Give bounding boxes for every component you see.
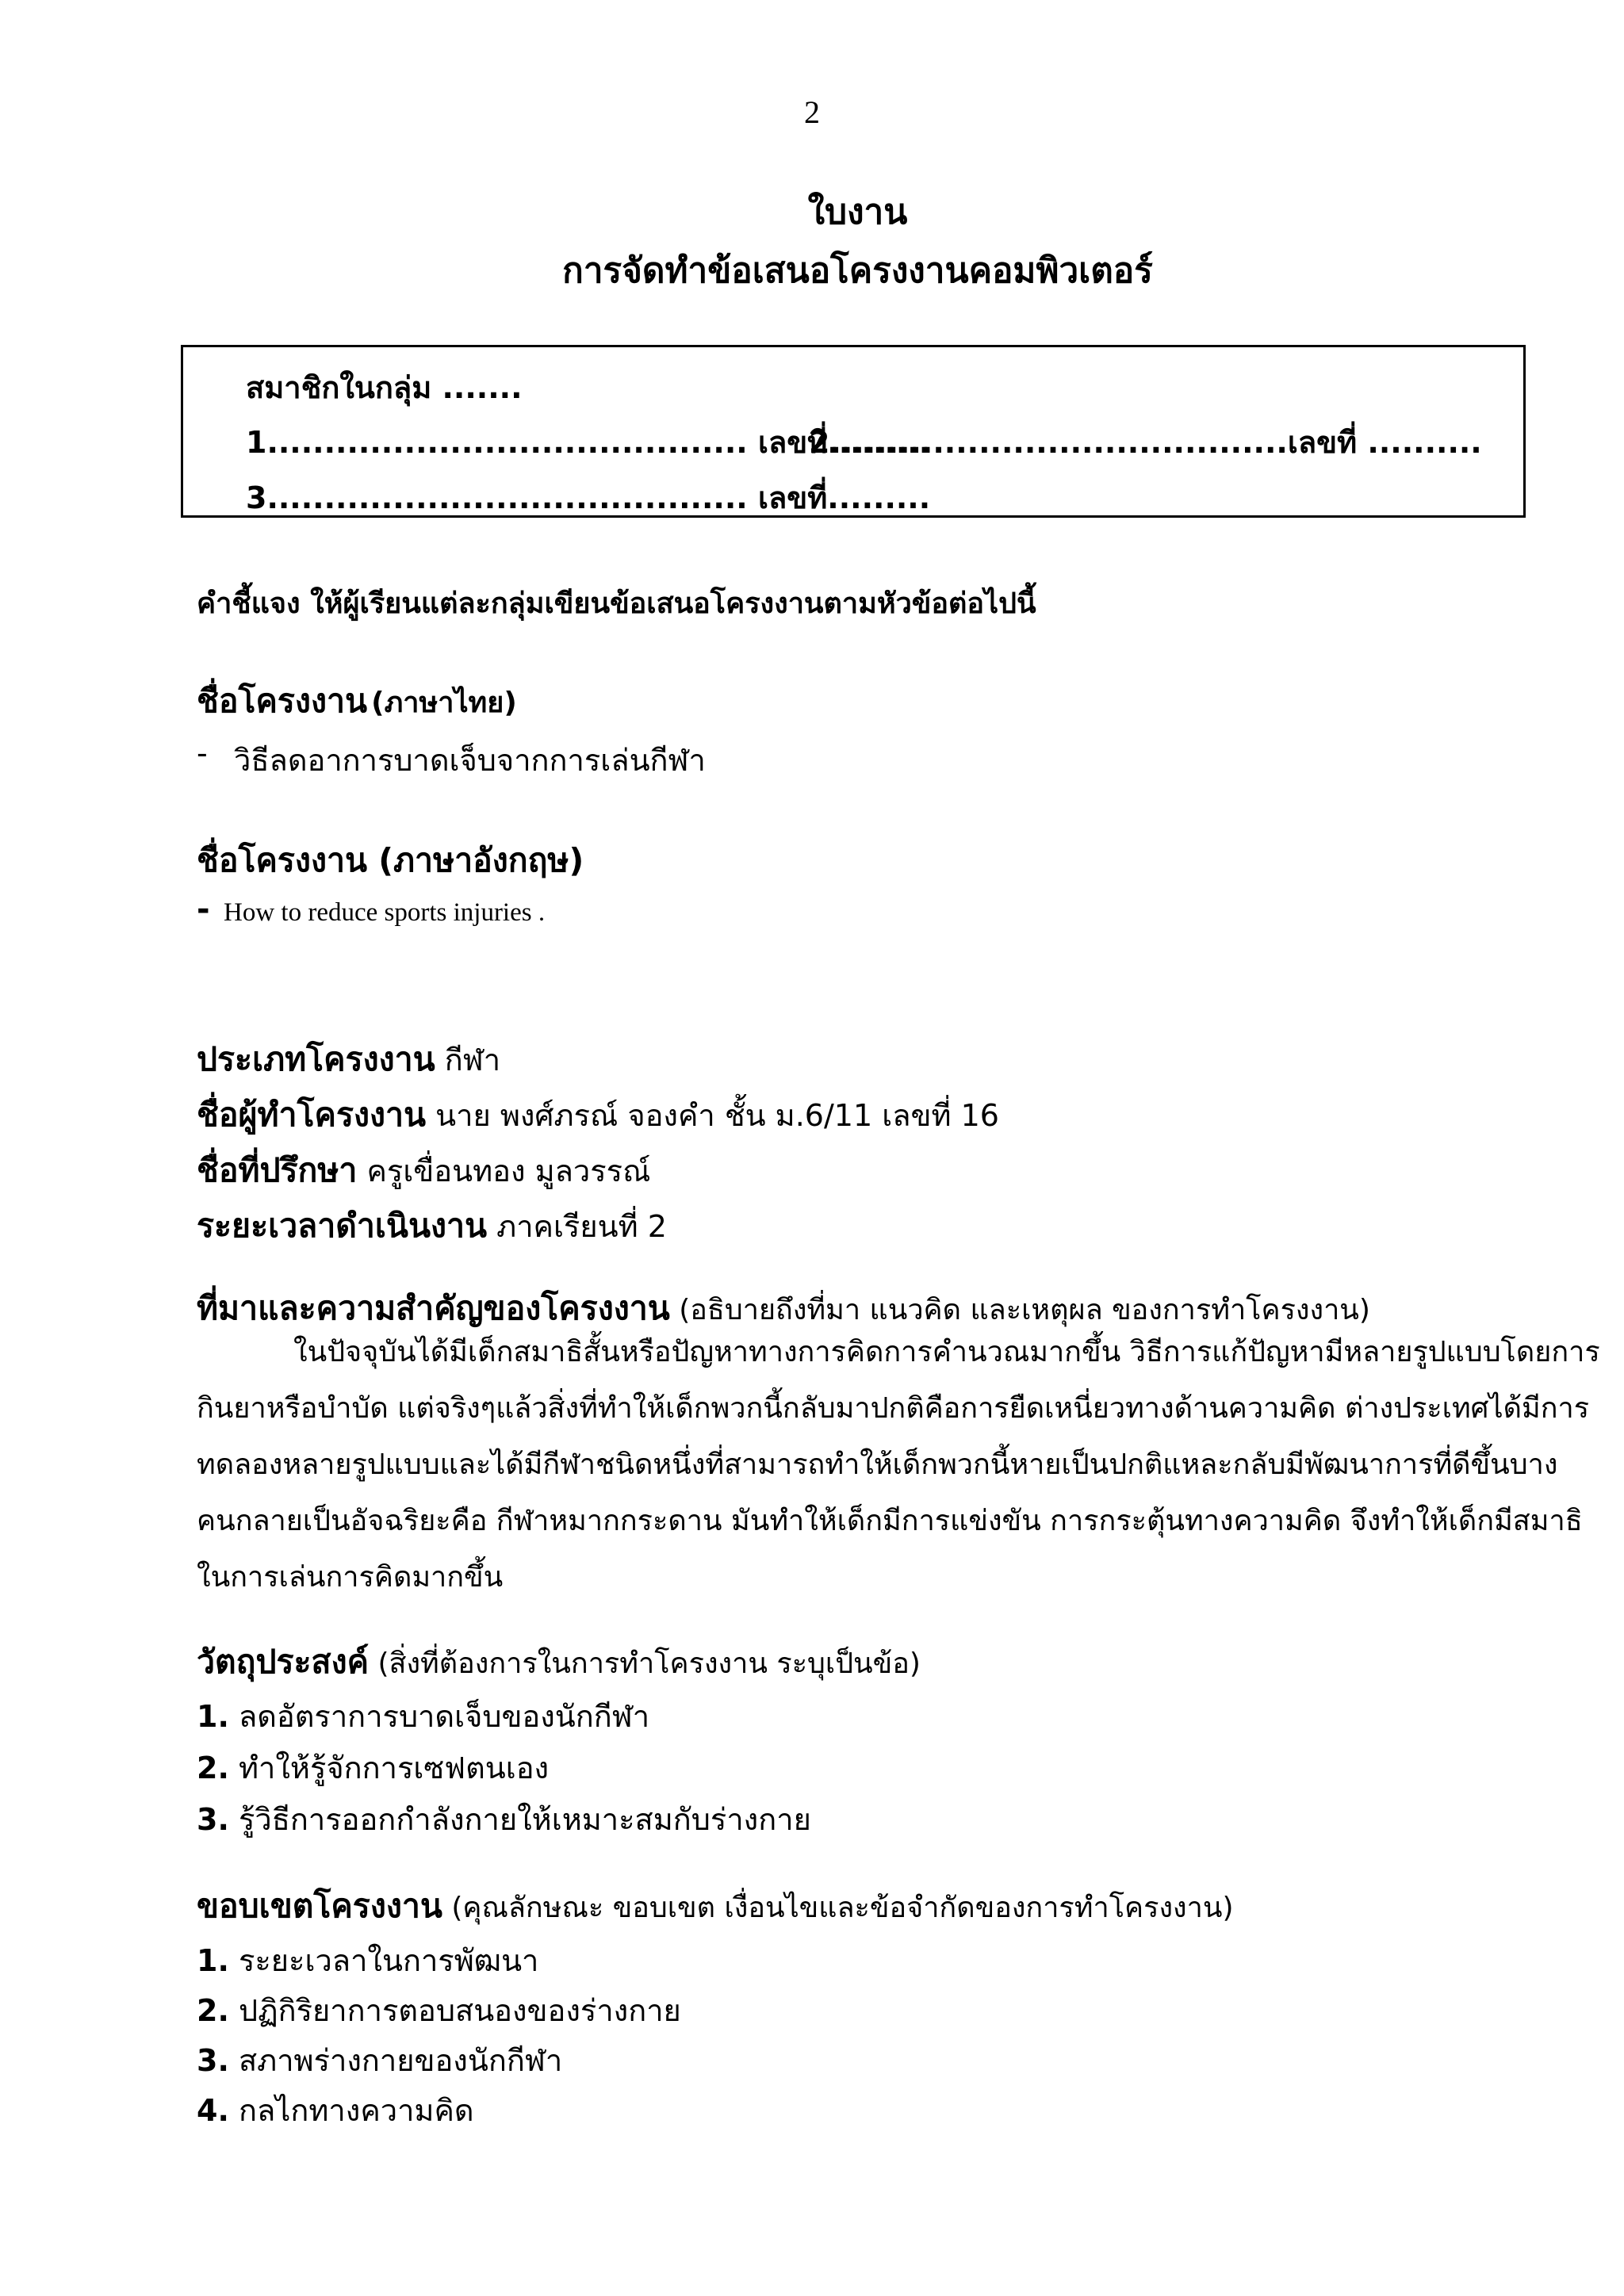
author-row <box>197 1089 999 1141</box>
scope-text: ปฏิกิริยาการตอบสนองของร่างกาย <box>228 1993 681 2028</box>
objectives-paren: (สิ่งที่ต้องการในการทำโครงงาน ระบุเป็นข้อ) <box>369 1647 921 1680</box>
project-type-row <box>197 1034 500 1085</box>
objective-item <box>197 1743 549 1792</box>
thai-name-heading-row <box>197 675 517 727</box>
scope-number: 2. <box>197 1993 229 2028</box>
background-line-4: คนกลายเป็นอัจฉริยะคือ กีฬาหมากกระดาน มันทำให้เด็กมีการแข่งขัน การกระตุ้นทางความคิด จึงทำให้เด็กมีสมาธิ <box>197 1505 1583 1537</box>
author-label: ชื่อผู้ทำโครงงาน <box>197 1096 427 1134</box>
scope-item <box>197 2036 562 2084</box>
scope-paren: (คุณลักษณะ ขอบเขต เงื่อนไขและข้อจำกัดของการทำโครงงาน) <box>442 1892 1234 1924</box>
thai-name-value: วิธีลดอาการบาดเจ็บจากการเล่นกีฬา <box>234 743 706 778</box>
objectives-heading-row <box>197 1636 921 1688</box>
background-heading: ที่มาและความสำคัญของโครงงาน <box>197 1289 670 1327</box>
author-value: นาย พงศ์ภรณ์ จองคำ ชั้น ม.6/11 เลขที่ 16 <box>426 1098 999 1133</box>
advisor-row <box>197 1145 650 1196</box>
member-3-field: 3.......................................... เลขที่......... <box>246 480 931 515</box>
project-type-value: กีฬา <box>435 1043 501 1077</box>
page-subtitle: การจัดทำข้อเสนอโครงงานคอมพิวเตอร์ <box>562 251 1153 291</box>
member-1-field: 1.......................................... เลขที่......... <box>246 425 931 460</box>
scope-heading-row <box>197 1881 1233 1932</box>
duration-row <box>197 1200 667 1252</box>
english-name-dash: - <box>197 891 210 928</box>
background-line-1: ในปัจจุบันได้มีเด็กสมาธิสั้นหรือปัญหาทางการคิดการคำนวณมากขึ้น วิธีการแก้ปัญหามีหลายรูปแบบโดยการ <box>293 1336 1600 1368</box>
objectives-heading: วัตถุประสงค์ <box>197 1643 370 1681</box>
background-line-3: ทดลองหลายรูปแบบและได้มีกีฬาชนิดหนึ่งที่สามารถทำให้เด็กพวกนี้หายเป็นปกติแหละกลับมีพัฒนาการที่ดีขึ้นบาง <box>197 1448 1558 1481</box>
scope-number: 4. <box>197 2093 229 2128</box>
advisor-value: ครูเขื่อนทอง มูลวรรณ์ <box>357 1154 651 1188</box>
objective-item <box>197 1692 649 1740</box>
advisor-label: ชื่อที่ปรึกษา <box>197 1151 358 1189</box>
instructions: คำชี้แจง ให้ผู้เรียนแต่ละกลุ่มเขียนข้อเสนอโครงงานตามหัวข้อต่อไปนี้ <box>197 587 1036 620</box>
page-title: ใบงาน <box>807 192 908 232</box>
member-2-field: 2........................................เลขที่ .......... <box>809 425 1482 460</box>
background-paren: (อธิบายถึงที่มา แนวคิด และเหตุผล ของการทำโครงงาน) <box>669 1294 1370 1326</box>
objective-item <box>197 1795 811 1843</box>
english-name-value: How to reduce sports injuries . <box>224 898 546 927</box>
scope-text: ระยะเวลาในการพัฒนา <box>228 1943 539 1978</box>
background-line-5: ในการเล่นการคิดมากขึ้น <box>197 1561 504 1594</box>
scope-number: 3. <box>197 2043 229 2078</box>
thai-name-heading: ชื่อโครงงาน <box>197 682 368 720</box>
duration-value: ภาคเรียนที่ 2 <box>487 1209 667 1244</box>
background-line-2: กินยาหรือบำบัด แต่จริงๆแล้วสิ่งที่ทำให้เด็กพวกนี้กลับมาปกติคือการยืดเหนี่ยวทางด้านความคิด ต่างประเทศได้มีการ <box>197 1392 1590 1425</box>
thai-name-paren: (ภาษาไทย) <box>371 687 517 719</box>
english-name-heading: ชื่อโครงงาน (ภาษาอังกฤษ) <box>197 841 584 879</box>
objective-number: 2. <box>197 1751 229 1785</box>
objective-text: ทำให้รู้จักการเซฟตนเอง <box>228 1751 550 1785</box>
scope-item <box>197 1936 538 1984</box>
scope-item <box>197 1986 681 2034</box>
scope-heading: ขอบเขตโครงงาน <box>197 1887 442 1925</box>
scope-text: สภาพร่างกายของนักกีฬา <box>228 2043 563 2078</box>
duration-label: ระยะเวลาดำเนินงาน <box>197 1207 488 1245</box>
thai-name-dash: - <box>197 736 208 771</box>
project-type-label: ประเภทโครงงาน <box>197 1040 435 1078</box>
page-number: 2 <box>804 94 820 130</box>
scope-item <box>197 2086 474 2134</box>
scope-text: กลไกทางความคิด <box>228 2093 474 2128</box>
objective-text: ลดอัตราการบาดเจ็บของนักกีฬา <box>228 1699 650 1734</box>
objective-text: รู้วิธีการออกกำลังกายให้เหมาะสมกับร่างกาย <box>228 1802 811 1837</box>
members-heading: สมาชิกในกลุ่ม ....... <box>246 370 523 405</box>
objective-number: 3. <box>197 1802 229 1837</box>
scope-number: 1. <box>197 1943 229 1978</box>
objective-number: 1. <box>197 1699 229 1734</box>
